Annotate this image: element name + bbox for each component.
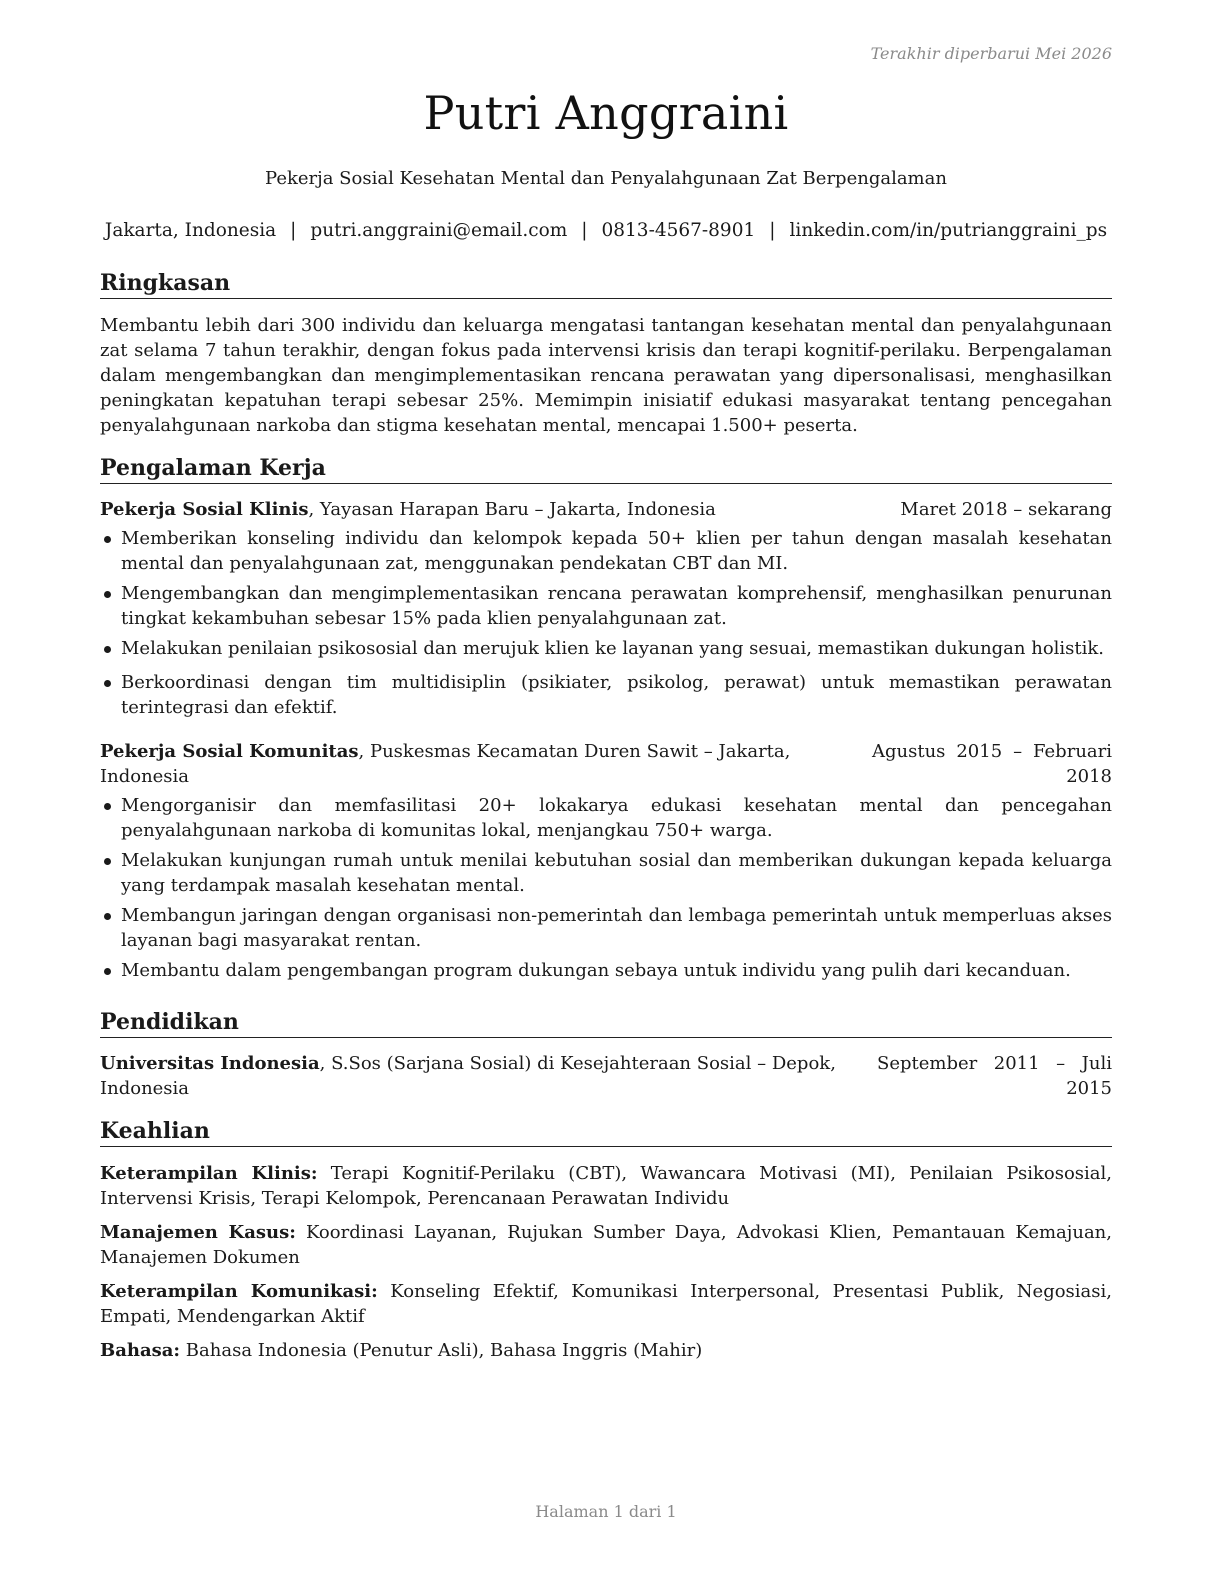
summary-title: Ringkasan xyxy=(100,270,1112,299)
contact-email[interactable]: putri.anggraini@email.com xyxy=(310,220,568,241)
contact-separator: | xyxy=(581,220,588,241)
candidate-name: Putri Anggraini xyxy=(423,86,789,140)
job-bullets xyxy=(100,526,1112,720)
education-entry xyxy=(100,1051,1112,1101)
job-bullet: Melakukan penilaian psikososial dan merujuk klien ke layanan yang sesuai, memastikan dukungan holistik. xyxy=(100,636,1112,661)
skill-item xyxy=(100,1338,1112,1363)
job-dates: Agustus 2015 – Februari 2018 xyxy=(872,741,1112,787)
contact-line xyxy=(100,220,1112,241)
skills-list xyxy=(100,1161,1112,1363)
job-bullet: Berkoordinasi dengan tim multidisiplin (psikiater, psikolog, perawat) untuk memastikan perawatan terintegrasi dan efektif. xyxy=(100,670,1112,720)
skill-label: Manajemen Kasus: xyxy=(100,1222,296,1243)
job-bullet: Mengorganisir dan memfasilitasi 20+ lokakarya edukasi kesehatan mental dan pencegahan penyalahgunaan narkoba di komunitas lokal, menjangkau 750+ warga. xyxy=(100,793,1112,843)
contact-location: Jakarta, Indonesia xyxy=(104,220,277,241)
job-bullet: Melakukan kunjungan rumah untuk menilai kebutuhan sosial dan memberikan dukungan kepada keluarga yang terdampak masalah kesehatan mental. xyxy=(100,848,1112,898)
job-role: Pekerja Sosial Klinis xyxy=(100,499,309,520)
contact-separator: | xyxy=(290,220,297,241)
job-organization: , Puskesmas Kecamatan Duren Sawit – Jakarta, Indonesia xyxy=(100,741,791,787)
job-organization: , Yayasan Harapan Baru – Jakarta, Indonesia xyxy=(308,499,716,520)
job-bullet: Memberikan konseling individu dan kelompok kepada 50+ klien per tahun dengan masalah kesehatan mental dan penyalahgunaan zat, menggunakan pendekatan CBT dan MI. xyxy=(100,526,1112,576)
job-bullet: Membangun jaringan dengan organisasi non-pemerintah dan lembaga pemerintah untuk memperluas akses layanan bagi masyarakat rentan. xyxy=(100,903,1112,953)
contact-separator: | xyxy=(769,220,776,241)
education-title: Pendidikan xyxy=(100,1009,1112,1038)
skill-item xyxy=(100,1279,1112,1329)
summary-text: Membantu lebih dari 300 individu dan keluarga mengatasi tantangan kesehatan mental dan penyalahgunaan zat selama 7 tahun terakhir, dengan fokus pada intervensi krisis dan terapi kognitif-perilaku. Berpengalaman dalam mengembangkan dan mengimplementasikan rencana perawatan yang dipersonalisasi, menghasilkan peningkatan kepatuhan terapi sebesar 25%. Memimpin inisiatif edukasi masyarakat tentang pencegahan penyalahgunaan narkoba dan stigma kesehatan mental, mencapai 1.500+ peserta. xyxy=(100,315,1112,436)
contact-linkedin[interactable]: linkedin.com/in/putrianggraini_ps xyxy=(789,220,1108,241)
contact-phone: 0813-4567-8901 xyxy=(601,220,756,241)
candidate-tagline: Pekerja Sosial Kesehatan Mental dan Penyalahgunaan Zat Berpengalaman xyxy=(265,168,947,189)
skills-section xyxy=(100,1118,1112,1372)
experience-section xyxy=(100,455,1112,988)
job-bullets xyxy=(100,793,1112,983)
education-section xyxy=(100,1009,1112,1101)
skills-title: Keahlian xyxy=(100,1118,1112,1147)
skill-text: Koordinasi Layanan, Rujukan Sumber Daya, Advokasi Klien, Pemantauan Kemajuan, Manajemen Dokumen xyxy=(100,1222,1112,1268)
job-header xyxy=(100,497,1112,522)
page-footer: Halaman 1 dari 1 xyxy=(535,1502,677,1521)
job-role: Pekerja Sosial Komunitas xyxy=(100,741,359,762)
education-detail: , S.Sos (Sarjana Sosial) di Kesejahteraan Sosial – Depok, Indonesia xyxy=(100,1053,836,1099)
education-dates: September 2011 – Juli 2015 xyxy=(877,1053,1112,1099)
skill-text: Konseling Efektif, Komunikasi Interpersonal, Presentasi Publik, Negosiasi, Empati, Mendengarkan Aktif xyxy=(100,1281,1112,1327)
skill-label: Keterampilan Klinis: xyxy=(100,1163,318,1184)
skill-label: Keterampilan Komunikasi: xyxy=(100,1281,378,1302)
job-entry xyxy=(100,497,1112,720)
last-updated-note: Terakhir diperbarui Mei 2026 xyxy=(870,44,1112,63)
skill-item xyxy=(100,1220,1112,1270)
job-bullet: Membantu dalam pengembangan program dukungan sebaya untuk individu yang pulih dari kecanduan. xyxy=(100,958,1112,983)
summary-section xyxy=(100,270,1112,438)
skill-text: Terapi Kognitif-Perilaku (CBT), Wawancara Motivasi (MI), Penilaian Psikososial, Intervensi Krisis, Terapi Kelompok, Perencanaan Perawatan Individu xyxy=(100,1163,1112,1209)
experience-title: Pengalaman Kerja xyxy=(100,455,1112,484)
job-header xyxy=(100,739,1112,789)
skill-text: Bahasa Indonesia (Penutur Asli), Bahasa Inggris (Mahir) xyxy=(180,1340,703,1361)
education-school: Universitas Indonesia xyxy=(100,1053,320,1074)
skill-item xyxy=(100,1161,1112,1211)
job-dates: Maret 2018 – sekarang xyxy=(900,499,1112,520)
skill-label: Bahasa: xyxy=(100,1340,181,1361)
job-entry xyxy=(100,739,1112,983)
resume-page xyxy=(100,0,1112,1584)
job-bullet: Mengembangkan dan mengimplementasikan rencana perawatan komprehensif, menghasilkan penurunan tingkat kekambuhan sebesar 15% pada klien penyalahgunaan zat. xyxy=(100,581,1112,631)
